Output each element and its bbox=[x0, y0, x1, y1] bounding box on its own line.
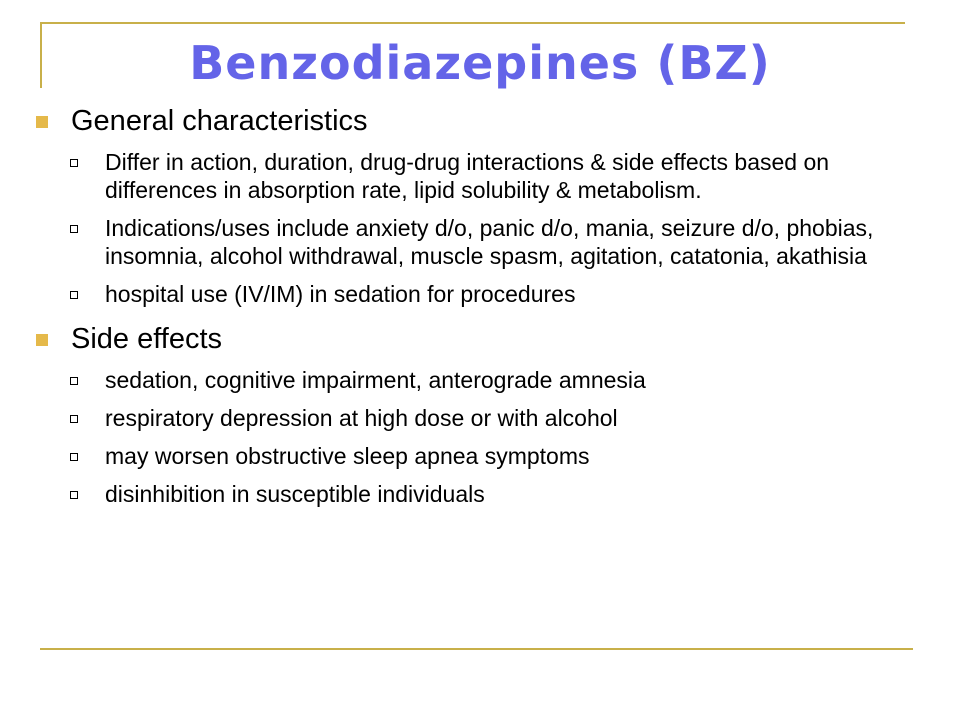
square-bullet-icon bbox=[36, 334, 48, 346]
square-bullet-icon bbox=[36, 116, 48, 128]
hollow-square-bullet-icon bbox=[70, 415, 78, 423]
list-item-text: disinhibition in susceptible individuals bbox=[105, 481, 485, 507]
list-item-text: respiratory depression at high dose or with alcohol bbox=[105, 405, 618, 431]
slide-title: Benzodiazepines (BZ) bbox=[189, 36, 771, 90]
list-item-text: Differ in action, duration, drug-drug interactions & side effects based on differences in absorption rate, lipid solubility & metabolism. bbox=[105, 149, 830, 203]
list-item-text: Indications/uses include anxiety d/o, panic d/o, mania, seizure d/o, phobias, insomnia, alcohol withdrawal, muscle spasm, agitation, catatonia, akathisia bbox=[105, 215, 874, 269]
list-item bbox=[36, 214, 896, 270]
hollow-square-bullet-icon bbox=[70, 491, 78, 499]
hollow-square-bullet-icon bbox=[70, 225, 78, 233]
hollow-square-bullet-icon bbox=[70, 159, 78, 167]
list-item bbox=[36, 442, 896, 470]
list-item bbox=[36, 148, 896, 204]
list-item bbox=[36, 280, 896, 308]
section-heading-general bbox=[36, 104, 896, 138]
slide-content bbox=[36, 104, 896, 518]
section-heading-side-effects bbox=[36, 322, 896, 356]
hollow-square-bullet-icon bbox=[70, 453, 78, 461]
list-item-text: sedation, cognitive impairment, anterograde amnesia bbox=[105, 367, 646, 393]
bottom-rule bbox=[40, 648, 913, 650]
list-item bbox=[36, 404, 896, 432]
top-rule bbox=[40, 22, 905, 24]
list-item bbox=[36, 480, 896, 508]
hollow-square-bullet-icon bbox=[70, 291, 78, 299]
list-item bbox=[36, 366, 896, 394]
list-item-text: may worsen obstructive sleep apnea symptoms bbox=[105, 443, 590, 469]
hollow-square-bullet-icon bbox=[70, 377, 78, 385]
section-heading-text: General characteristics bbox=[71, 105, 368, 137]
section-heading-text: Side effects bbox=[71, 323, 223, 355]
list-item-text: hospital use (IV/IM) in sedation for procedures bbox=[105, 281, 576, 307]
